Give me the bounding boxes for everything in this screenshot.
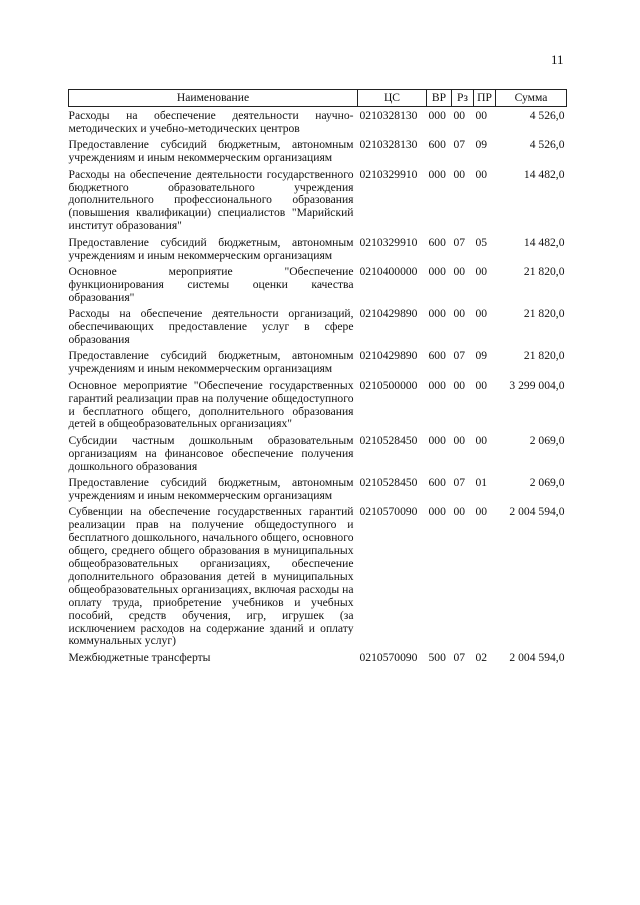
cell-rz: 07	[453, 138, 466, 152]
cell-sum: 14 482,0	[523, 235, 565, 249]
cell-vr: 000	[428, 378, 446, 392]
cell-name: Основное мероприятие "Обеспечение функционирования системы оценки качества образования"	[68, 264, 354, 304]
cell-pr: 00	[475, 307, 488, 321]
cell-name: Предоставление субсидий бюджетным, автономным учреждениям и иным некоммерческим организациям	[68, 235, 354, 262]
cell-rz: 07	[453, 650, 466, 664]
cell-rz: 00	[453, 378, 466, 392]
cell-pr: 00	[475, 378, 488, 392]
table-row	[69, 350, 567, 379]
cell-vr: 600	[428, 349, 446, 363]
cell-pr: 00	[475, 433, 488, 447]
cell-vr: 000	[428, 307, 446, 321]
cell-cs: 0210429890	[359, 307, 418, 321]
cell-vr: 000	[428, 433, 446, 447]
header-rz: Рз	[452, 90, 474, 107]
cell-sum: 2 004 594,0	[509, 505, 565, 519]
cell-name: Предоставление субсидий бюджетным, автономным учреждениям и иным некоммерческим организациям	[68, 138, 354, 165]
cell-rz: 00	[453, 109, 466, 122]
cell-rz: 00	[453, 307, 466, 321]
cell-pr: 02	[475, 650, 488, 664]
cell-cs: 0210328130	[359, 138, 418, 152]
cell-cs: 0210528450	[359, 433, 418, 447]
cell-name: Субвенции на обеспечение государственных гарантий реализации прав на получение общедоступного и бесплатного дошкольного, начального общего, основного общего, среднего общего образования в муниципальных общеобразовательных организациях, обеспечение дополнительного образования детей в муниципальных общеобразовательных организациях, включая расходы на оплату труда, приобретение учебников и учебных пособий, средств обучения, игр, игрушек (за исключением расходов на содержание зданий и оплату коммунальных услуг)	[68, 505, 354, 648]
cell-rz: 00	[453, 433, 466, 447]
table-row	[69, 139, 567, 168]
cell-pr: 05	[475, 235, 488, 249]
cell-rz: 07	[453, 235, 466, 249]
cell-sum: 4 526,0	[529, 138, 565, 152]
cell-pr: 09	[475, 349, 488, 363]
cell-pr: 00	[475, 264, 488, 278]
cell-name: Межбюджетные трансферты	[68, 650, 211, 664]
cell-name: Субсидии частным дошкольным образовательным организациям на финансовое обеспечение получения дошкольного образования	[68, 433, 354, 473]
table-row	[69, 237, 567, 266]
cell-rz: 07	[453, 476, 466, 490]
table-row	[69, 308, 567, 350]
cell-cs: 0210328130	[359, 109, 418, 122]
cell-rz: 00	[453, 167, 466, 181]
cell-cs: 0210500000	[359, 378, 418, 392]
cell-sum: 14 482,0	[523, 167, 565, 181]
cell-cs: 0210329910	[359, 235, 418, 249]
cell-sum: 21 820,0	[523, 264, 565, 278]
cell-vr: 600	[428, 476, 446, 490]
cell-vr: 000	[428, 505, 446, 519]
page-number: 11	[551, 52, 564, 67]
cell-sum: 21 820,0	[523, 349, 565, 363]
table-row	[69, 435, 567, 477]
header-cs: ЦС	[358, 90, 427, 107]
cell-vr: 000	[428, 109, 446, 122]
cell-cs: 0210570090	[359, 650, 418, 664]
table-row	[69, 652, 567, 668]
cell-cs: 0210570090	[359, 505, 418, 519]
cell-sum: 21 820,0	[523, 307, 565, 321]
table-row	[69, 107, 567, 140]
cell-pr: 00	[475, 505, 488, 519]
cell-pr: 09	[475, 138, 488, 152]
header-vr: ВР	[427, 90, 452, 107]
cell-cs: 0210400000	[359, 264, 418, 278]
cell-vr: 000	[428, 264, 446, 278]
cell-pr: 00	[475, 167, 488, 181]
cell-rz: 07	[453, 349, 466, 363]
cell-sum: 4 526,0	[529, 109, 565, 122]
table-row	[69, 266, 567, 308]
table-header-row	[69, 90, 567, 107]
table-row	[69, 477, 567, 506]
cell-cs: 0210528450	[359, 476, 418, 490]
cell-vr: 600	[428, 235, 446, 249]
cell-sum: 2 069,0	[529, 476, 565, 490]
table-body	[69, 107, 567, 669]
cell-name: Предоставление субсидий бюджетным, автономным учреждениям и иным некоммерческим организациям	[68, 476, 354, 502]
cell-vr: 600	[428, 138, 446, 152]
cell-pr: 00	[475, 109, 488, 122]
cell-vr: 500	[428, 650, 446, 664]
cell-name: Расходы на обеспечение деятельности организаций, обеспечивающих предоставление услуг в сфере образования	[68, 307, 354, 346]
cell-sum: 2 069,0	[529, 433, 565, 447]
budget-table	[68, 89, 567, 668]
cell-sum: 2 004 594,0	[509, 650, 565, 664]
cell-name: Основное мероприятие "Обеспечение государственных гарантий реализации прав на получение общедоступного и бесплатного общего, дополнительного образования детей в общеобразовательных организациях"	[68, 378, 354, 431]
cell-name: Расходы на обеспечение деятельности государственного бюджетного образовательного учреждения дополнительного профессионального образования (повышения квалификации) специалистов "Марийский институт образования"	[68, 167, 354, 233]
cell-cs: 0210329910	[359, 167, 418, 181]
cell-cs: 0210429890	[359, 349, 418, 363]
cell-rz: 00	[453, 264, 466, 278]
header-sum: Сумма	[496, 90, 567, 107]
cell-name: Расходы на обеспечение деятельности научно-методических и учебно-методических центров	[68, 109, 354, 135]
table-row	[69, 506, 567, 651]
header-name: Наименование	[69, 90, 358, 107]
table-row	[69, 380, 567, 435]
cell-rz: 00	[453, 505, 466, 519]
cell-sum: 3 299 004,0	[509, 378, 565, 392]
cell-name: Предоставление субсидий бюджетным, автономным учреждениям и иным некоммерческим организациям	[68, 349, 354, 376]
cell-pr: 01	[475, 476, 488, 490]
header-pr: ПР	[474, 90, 496, 107]
table-row	[69, 169, 567, 237]
cell-vr: 000	[428, 167, 446, 181]
